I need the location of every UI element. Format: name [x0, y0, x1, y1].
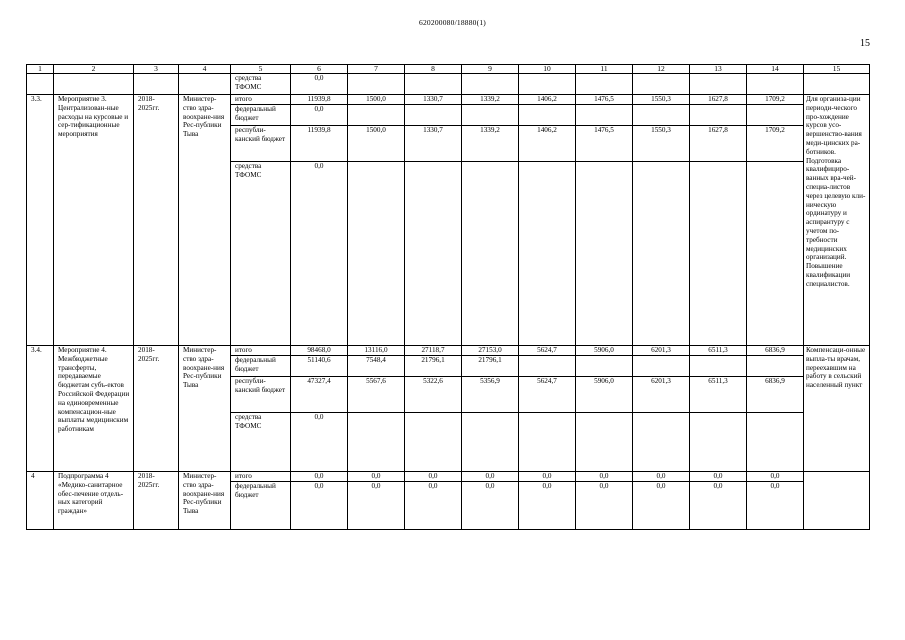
- funding-source: средства ТФОМС: [231, 413, 291, 472]
- table-row: [27, 95, 870, 105]
- budget-table: [26, 64, 870, 530]
- empty-cell: [27, 74, 54, 95]
- value-cell: 0,0: [462, 472, 519, 482]
- value-cell: 5567,6: [348, 377, 405, 413]
- item-name: Мероприятие 3. Централизован-ные расходы на курсовые и сер-тификационные мероприятия: [54, 95, 134, 346]
- value-cell: 1476,5: [576, 126, 633, 162]
- item-note: [804, 472, 870, 530]
- item-number: 4: [27, 472, 54, 530]
- value-cell: 11939,8: [291, 95, 348, 105]
- empty-cell: [179, 74, 231, 95]
- value-cell: 6511,3: [690, 377, 747, 413]
- value-cell: 27118,7: [405, 346, 462, 356]
- funding-source: средства ТФОМС: [231, 74, 291, 95]
- column-number-cell: 10: [519, 65, 576, 74]
- value-cell: [519, 356, 576, 377]
- value-cell: [690, 356, 747, 377]
- value-cell: 0,0: [348, 482, 405, 530]
- value-cell: [462, 413, 519, 472]
- item-name: Подпрограмма 4 «Медико-санитарное обес-печение отдель-ных категорий граждан»: [54, 472, 134, 530]
- column-number-row: [27, 65, 870, 74]
- value-cell: 5624,7: [519, 346, 576, 356]
- column-number-cell: 13: [690, 65, 747, 74]
- item-executor: Министер-ство здра-воохране-ния Рес-публики Тыва: [179, 95, 231, 346]
- value-cell: [576, 74, 633, 95]
- value-cell: 6511,3: [690, 346, 747, 356]
- item-note: Компенсаци-онные выпла-ты врачам, переехавшим на работу в сельский населенный пункт: [804, 346, 870, 472]
- value-cell: 1550,3: [633, 95, 690, 105]
- value-cell: [576, 162, 633, 346]
- column-number-cell: 9: [462, 65, 519, 74]
- value-cell: [633, 162, 690, 346]
- value-cell: [690, 162, 747, 346]
- value-cell: 0,0: [690, 472, 747, 482]
- value-cell: 51140,6: [291, 356, 348, 377]
- column-number-cell: 8: [405, 65, 462, 74]
- item-executor: Министер-ство здра-воохране-ния Рес-публики Тыва: [179, 472, 231, 530]
- funding-source: итого: [231, 472, 291, 482]
- value-cell: 0,0: [519, 472, 576, 482]
- value-cell: [747, 162, 804, 346]
- column-number-cell: 11: [576, 65, 633, 74]
- value-cell: 0,0: [291, 472, 348, 482]
- value-cell: 13116,0: [348, 346, 405, 356]
- item-period: 2018-2025гг.: [134, 95, 179, 346]
- value-cell: 1406,2: [519, 95, 576, 105]
- value-cell: 0,0: [747, 482, 804, 530]
- value-cell: [519, 162, 576, 346]
- value-cell: [519, 413, 576, 472]
- value-cell: 1627,8: [690, 126, 747, 162]
- column-number-cell: 4: [179, 65, 231, 74]
- value-cell: 5906,0: [576, 377, 633, 413]
- item-period: 2018-2025гг.: [134, 472, 179, 530]
- value-cell: [747, 413, 804, 472]
- value-cell: 0,0: [462, 482, 519, 530]
- item-note: Для организа-ции периоди-ческого про-хождение курсов усо-вершенство-вания меди-цинских ра-ботников. Подготовка квалифициро-ванных вра-чей-специа-листов через целевую кли-ническую ординатуру и аспирантуру с учетом по-требности медицинских организаций. Повышение квалификации специалистов.: [804, 95, 870, 346]
- value-cell: 0,0: [405, 482, 462, 530]
- value-cell: 1500,0: [348, 126, 405, 162]
- column-number-cell: 6: [291, 65, 348, 74]
- value-cell: 0,0: [576, 482, 633, 530]
- funding-source: итого: [231, 346, 291, 356]
- value-cell: 6201,3: [633, 377, 690, 413]
- value-cell: 1709,2: [747, 126, 804, 162]
- page-number: 15: [860, 38, 870, 49]
- value-cell: 1550,3: [633, 126, 690, 162]
- funding-source: итого: [231, 95, 291, 105]
- value-cell: 21796,1: [462, 356, 519, 377]
- value-cell: [576, 413, 633, 472]
- value-cell: 5356,9: [462, 377, 519, 413]
- column-number-cell: 14: [747, 65, 804, 74]
- value-cell: 6836,9: [747, 377, 804, 413]
- item-executor: Министер-ство здра-воохране-ния Рес-публики Тыва: [179, 346, 231, 472]
- funding-source: республи-канский бюджет: [231, 377, 291, 413]
- value-cell: 0,0: [576, 472, 633, 482]
- funding-source: федеральный бюджет: [231, 356, 291, 377]
- value-cell: 5624,7: [519, 377, 576, 413]
- value-cell: 27153,0: [462, 346, 519, 356]
- funding-source: средства ТФОМС: [231, 162, 291, 346]
- document-id: 620200080/18880(1): [419, 18, 486, 27]
- item-name: Мероприятие 4. Межбюджетные трансферты, передаваемые бюджетам субъ-ектов Российской Федерации на единовременные компенсацион-ные выплаты медицинским работникам: [54, 346, 134, 472]
- empty-cell: [54, 74, 134, 95]
- value-cell: 11939,8: [291, 126, 348, 162]
- value-cell: 0,0: [633, 472, 690, 482]
- value-cell: [747, 105, 804, 126]
- value-cell: [405, 162, 462, 346]
- value-cell: 0,0: [519, 482, 576, 530]
- value-cell: [633, 74, 690, 95]
- value-cell: [576, 105, 633, 126]
- value-cell: 0,0: [291, 413, 348, 472]
- column-number-cell: 2: [54, 65, 134, 74]
- value-cell: 47327,4: [291, 377, 348, 413]
- value-cell: [690, 74, 747, 95]
- value-cell: 5322,6: [405, 377, 462, 413]
- value-cell: [519, 74, 576, 95]
- value-cell: 0,0: [747, 472, 804, 482]
- value-cell: 1627,8: [690, 95, 747, 105]
- note-cell: [804, 74, 870, 95]
- value-cell: 5906,0: [576, 346, 633, 356]
- column-number-cell: 15: [804, 65, 870, 74]
- table-row: [27, 74, 870, 95]
- value-cell: 0,0: [291, 162, 348, 346]
- value-cell: [633, 356, 690, 377]
- value-cell: 1339,2: [462, 95, 519, 105]
- value-cell: [348, 413, 405, 472]
- column-number-cell: 12: [633, 65, 690, 74]
- value-cell: [747, 74, 804, 95]
- column-number-cell: 7: [348, 65, 405, 74]
- value-cell: 0,0: [348, 472, 405, 482]
- table-row: [27, 346, 870, 356]
- column-number-cell: 3: [134, 65, 179, 74]
- value-cell: 0,0: [291, 74, 348, 95]
- value-cell: [576, 356, 633, 377]
- value-cell: 21796,1: [405, 356, 462, 377]
- value-cell: [405, 74, 462, 95]
- value-cell: 1406,2: [519, 126, 576, 162]
- value-cell: [348, 162, 405, 346]
- value-cell: 1330,7: [405, 95, 462, 105]
- value-cell: 1476,5: [576, 95, 633, 105]
- value-cell: 6201,3: [633, 346, 690, 356]
- value-cell: 0,0: [633, 482, 690, 530]
- funding-source: республи-канский бюджет: [231, 126, 291, 162]
- value-cell: 7548,4: [348, 356, 405, 377]
- value-cell: [405, 105, 462, 126]
- value-cell: [690, 413, 747, 472]
- value-cell: [747, 356, 804, 377]
- value-cell: [690, 105, 747, 126]
- funding-source: федеральный бюджет: [231, 105, 291, 126]
- value-cell: [519, 105, 576, 126]
- value-cell: 1339,2: [462, 126, 519, 162]
- empty-cell: [134, 74, 179, 95]
- item-number: 3.3.: [27, 95, 54, 346]
- value-cell: 0,0: [291, 482, 348, 530]
- item-period: 2018-2025гг.: [134, 346, 179, 472]
- value-cell: [405, 413, 462, 472]
- value-cell: 0,0: [405, 472, 462, 482]
- value-cell: [633, 413, 690, 472]
- funding-source: федеральный бюджет: [231, 482, 291, 530]
- value-cell: [633, 105, 690, 126]
- value-cell: [462, 105, 519, 126]
- value-cell: [462, 162, 519, 346]
- value-cell: [348, 74, 405, 95]
- value-cell: [462, 74, 519, 95]
- value-cell: 6836,9: [747, 346, 804, 356]
- value-cell: [348, 105, 405, 126]
- value-cell: 98468,0: [291, 346, 348, 356]
- value-cell: 0,0: [690, 482, 747, 530]
- value-cell: 1330,7: [405, 126, 462, 162]
- value-cell: 1500,0: [348, 95, 405, 105]
- value-cell: 1709,2: [747, 95, 804, 105]
- item-number: 3.4.: [27, 346, 54, 472]
- table-row: [27, 472, 870, 482]
- value-cell: 0,0: [291, 105, 348, 126]
- column-number-cell: 1: [27, 65, 54, 74]
- column-number-cell: 5: [231, 65, 291, 74]
